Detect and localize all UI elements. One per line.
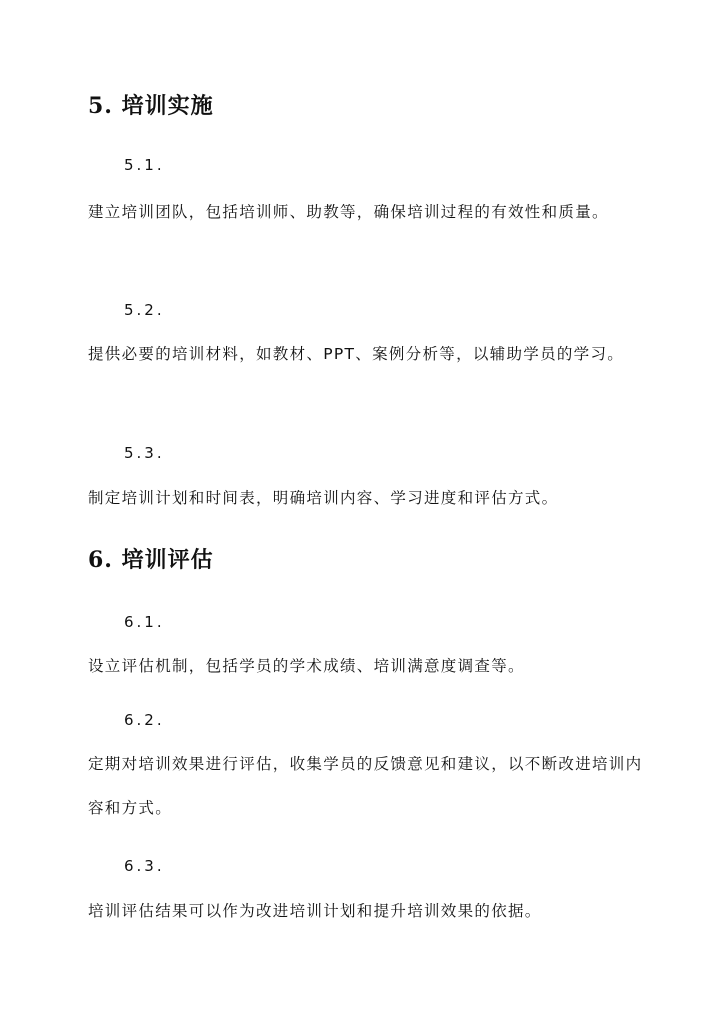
item-number-6-3: 6.3.	[124, 857, 165, 875]
item-text-5-3: 制定培训计划和时间表，明确培训内容、学习进度和评估方式。	[88, 489, 559, 507]
item-text-5-2: 提供必要的培训材料，如教材、PPT、案例分析等，以辅助学员的学习。	[88, 345, 625, 363]
item-text-6-3: 培训评估结果可以作为改进培训计划和提升培训效果的依据。	[88, 902, 542, 920]
item-text-6-1: 设立评估机制，包括学员的学术成绩、培训满意度调查等。	[88, 657, 525, 675]
item-number-5-2: 5.2.	[124, 301, 165, 319]
item-number-5-1: 5.1.	[124, 156, 165, 174]
item-number-6-2: 6.2.	[124, 711, 165, 729]
section-heading-5: 5. 培训实施	[88, 93, 214, 119]
item-text-6-2: 定期对培训效果进行评估，收集学员的反馈意见和建议，以不断改进培训内容和方式。	[88, 755, 643, 817]
item-number-5-3: 5.3.	[124, 444, 165, 462]
item-text-5-1: 建立培训团队，包括培训师、助教等，确保培训过程的有效性和质量。	[88, 203, 609, 221]
section-heading-6: 6. 培训评估	[88, 547, 214, 573]
item-number-6-1: 6.1.	[124, 613, 165, 631]
